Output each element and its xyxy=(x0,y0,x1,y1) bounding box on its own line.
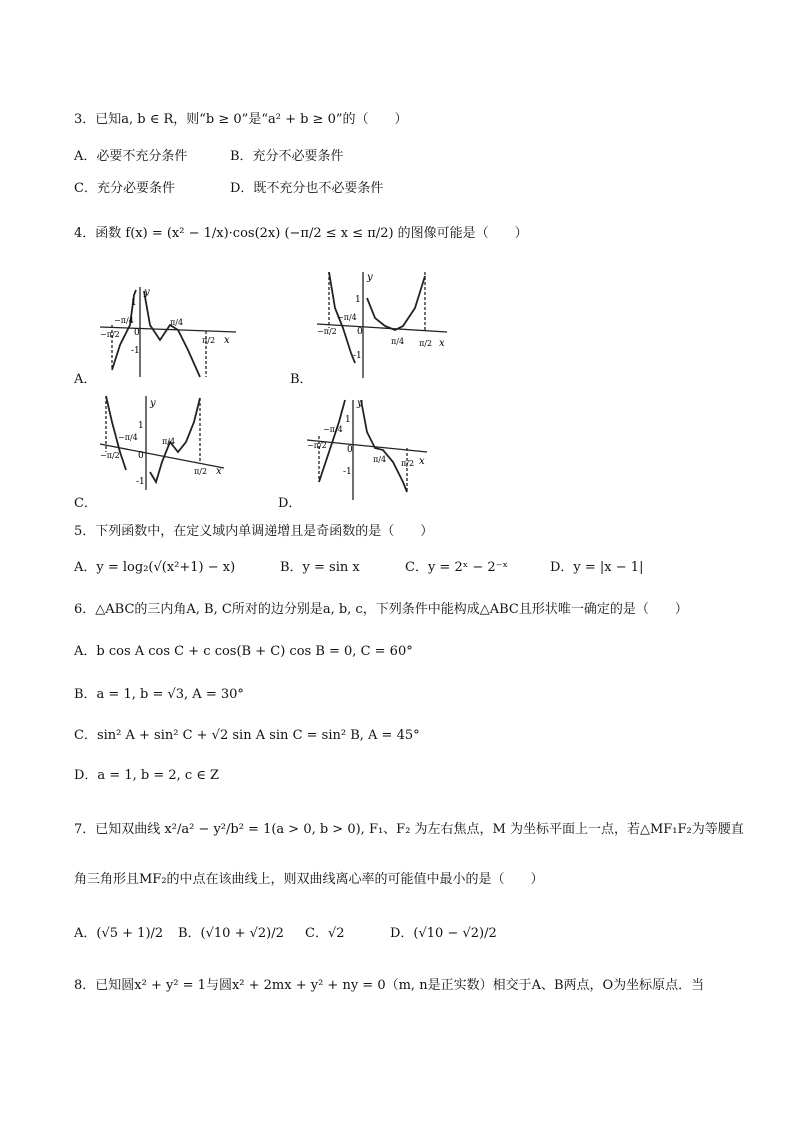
graph-d-label: D． xyxy=(278,496,302,511)
graph-b-pi4: π/4 xyxy=(391,337,405,346)
graph-c-neg-pi2: −π/2 xyxy=(100,451,120,460)
q6-option-b: B．a = 1, b = √3, A = 30° xyxy=(74,687,244,702)
graph-c-y-label: y xyxy=(150,398,156,409)
q3-stem: 3．已知a, b ∈ R，则“b ≥ 0”是“a² + b ≥ 0”的（ ） xyxy=(74,112,408,127)
graph-d-neg-pi4: −π/4 xyxy=(323,425,343,434)
q6-option-d: D．a = 1, b = 2, c ∈ Z xyxy=(74,768,220,783)
graph-b-neg-pi2: −π/2 xyxy=(317,327,337,336)
graph-c-neg-pi4: −π/4 xyxy=(118,433,138,442)
q4-stem: 4．函数 f(x) = (x² − 1/x)·cos(2x) (−π/2 ≤ x ≤ π/2) 的图像可能是（ ） xyxy=(74,226,528,241)
q5-option-d: D．y = |x − 1| xyxy=(550,560,644,575)
graph-a-zero: 0 xyxy=(134,328,140,338)
graph-b-x-label: x xyxy=(439,338,445,349)
q8-stem: 8．已知圆x² + y² = 1与圆x² + 2mx + y² + ny = 0（m, n是正实数）相交于A、B两点，O为坐标原点．当 xyxy=(74,978,705,993)
graph-d-x-label: x xyxy=(419,456,425,467)
q3-option-c: C．充分必要条件 xyxy=(74,181,175,196)
graph-a-y-label: y xyxy=(144,287,150,298)
q7-stem-line2: 角三角形且MF₂的中点在该曲线上，则双曲线离心率的可能值中最小的是（ ） xyxy=(74,872,544,887)
graph-d-one: 1 xyxy=(345,415,351,425)
graph-c xyxy=(98,392,228,492)
q6-option-c: C．sin² A + sin² C + √2 sin A sin C = sin² B, A = 45° xyxy=(74,728,420,743)
q5-option-a: A．y = log₂(√(x²+1) − x) xyxy=(74,560,236,575)
graph-c-label: C． xyxy=(74,496,97,511)
graph-c-zero: 0 xyxy=(138,451,144,461)
q7-option-c: C．√2 xyxy=(305,926,345,941)
q7-option-a: A．(√5 + 1)/2 xyxy=(74,926,164,941)
graph-a-label: A． xyxy=(74,372,97,387)
graph-d-y-label: y xyxy=(357,398,363,409)
graph-b-neg-pi4: −π/4 xyxy=(337,313,357,322)
graph-b-label: B． xyxy=(290,372,313,387)
q7-stem-line1: 7．已知双曲线 x²/a² − y²/b² = 1(a > 0, b > 0), F₁、F₂ 为左右焦点，M 为坐标平面上一点，若△MF₁F₂为等腰直 xyxy=(74,822,744,837)
graph-b xyxy=(315,268,450,380)
graph-c-neg-one: -1 xyxy=(136,477,145,487)
graph-a-one: 1 xyxy=(131,298,137,308)
graph-a-pi2: π/2 xyxy=(202,336,216,345)
graph-d-neg-pi2: −π/2 xyxy=(307,441,327,450)
q5-option-c: C．y = 2ˣ − 2⁻ˣ xyxy=(405,560,509,575)
q3-option-d: D．既不充分也不必要条件 xyxy=(230,181,384,196)
graph-d-zero: 0 xyxy=(347,445,353,455)
graph-c-x-label: x xyxy=(216,466,222,477)
graph-a-neg-pi2: −π/2 xyxy=(100,330,120,339)
graph-c-one: 1 xyxy=(138,421,144,431)
q5-stem: 5．下列函数中，在定义域内单调递增且是奇函数的是（ ） xyxy=(74,524,434,539)
q6-stem: 6．△ABC的三内角A, B, C所对的边分别是a, b, c，下列条件中能构成△ABC且形状唯一确定的是（ ） xyxy=(74,602,688,617)
graph-d-pi4: π/4 xyxy=(373,455,387,464)
graph-a-neg-one: -1 xyxy=(131,346,140,356)
graph-a-x-label: x xyxy=(224,335,230,346)
q5-option-b: B．y = sin x xyxy=(280,560,360,575)
graph-b-y-label: y xyxy=(367,272,373,283)
graph-d-neg-one: -1 xyxy=(343,467,352,477)
graph-a-neg-pi4: −π/4 xyxy=(114,316,134,325)
q7-option-d: D．(√10 − √2)/2 xyxy=(390,926,497,941)
q3-option-a: A．必要不充分条件 xyxy=(74,149,188,164)
graph-c-pi4: π/4 xyxy=(162,437,176,446)
graph-b-one: 1 xyxy=(355,295,361,305)
q7-option-b: B．(√10 + √2)/2 xyxy=(178,926,284,941)
graph-d-pi2: π/2 xyxy=(401,459,415,468)
graph-d xyxy=(305,392,430,502)
q3-option-b: B．充分不必要条件 xyxy=(230,149,344,164)
graph-b-pi2: π/2 xyxy=(419,339,433,348)
graph-b-neg-one: -1 xyxy=(353,351,362,361)
graph-a xyxy=(98,285,238,380)
q6-option-a: A．b cos A cos C + c cos(B + C) cos B = 0, C = 60° xyxy=(74,644,413,659)
graph-a-pi4: π/4 xyxy=(170,318,184,327)
graph-c-pi2: π/2 xyxy=(194,467,208,476)
graph-b-zero: 0 xyxy=(357,327,363,337)
